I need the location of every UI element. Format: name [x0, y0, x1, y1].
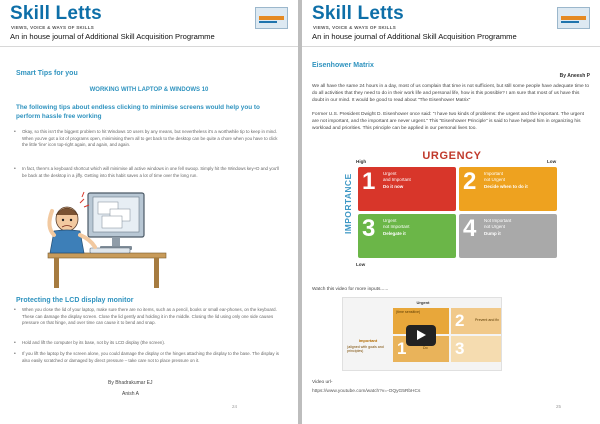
lcd-heading: Protecting the LCD display monitor [16, 297, 134, 304]
section-title: Smart Tips for you [16, 70, 78, 77]
video-quadrant [451, 308, 501, 334]
tip-text: In fact, there's a keyboard shortcut which will minimise all active windows in one fell swoop. Simply hit the Windows key+D and you'll be back at the desktop in a jiffy. Getting into this habit saves a lot of time over the long run. [22, 166, 280, 178]
video-important-sub: (aligned with goals and principles) [347, 345, 384, 353]
quadrant-line: not Urgent [484, 177, 506, 183]
journal-logo [557, 7, 590, 29]
quadrant-line: and Important [383, 177, 411, 183]
journal-tagline: An in house journal of Additional Skill Acquisition Programme [10, 32, 215, 41]
quadrant-action: Do it now [383, 183, 404, 189]
urgency-label: URGENCY [422, 150, 482, 162]
brand-subtitle: VIEWS, VOICE & WAYS OF SKILLS [313, 25, 397, 30]
watch-video-text: Watch this video for more inputs...... [312, 287, 389, 292]
left-page [0, 0, 298, 424]
header-divider [302, 46, 600, 47]
bullet-icon: • [14, 129, 16, 135]
quadrant-line: Urgent [383, 171, 397, 176]
lcd-tip-text: If you lift the laptop by the screen alone, you could damage the display or the hinges attaching the display to the base. The display is also easily scratched or damaged by direct pressure – take care not to place pressure on it. [22, 351, 279, 363]
video-prevent-text: Prevent and fix [475, 318, 499, 322]
section-title: Eisenhower Matrix [312, 62, 374, 69]
play-button[interactable] [406, 325, 436, 346]
tip-item [14, 129, 284, 149]
lcd-tip-text: When you close the lid of your laptop, make sure there are no items, such as a pencil, books or small ear-phones, on the keyboard. These can damage the display screen. Close the lid gently and holding it in the middle. Closing the lid using only one side causes pressure on that hinge, and over time can cause it to bend and snap. [22, 307, 277, 326]
quadrant-text [484, 171, 528, 190]
lcd-tip-text: Hold and lift the computer by its base, not by its LCD display (the screen). [22, 340, 166, 345]
page-number: 25 [556, 404, 562, 409]
bullet-icon: • [14, 351, 16, 357]
masthead [302, 0, 600, 44]
quadrant-text [383, 171, 411, 190]
quadrant-dump [459, 214, 557, 258]
bullet-icon: • [14, 307, 16, 313]
tip-text: Okay, so this isn't the biggest problem to hit Windows 10 users by any means, but nevertheless it's a worthwhile tip to keep in mind. When you've got a lot of programs open, minimising them all to get back to the desktop can be quite a chore when you have to click the little 'line' icon top-right again, and again, and again. [22, 129, 278, 148]
video-url-label: Video url- [312, 380, 333, 385]
quadrant-line: not Urgent [484, 224, 506, 230]
quadrant-number: 2 [463, 168, 477, 195]
brand-subtitle: VIEWS, VOICE & WAYS OF SKILLS [11, 25, 95, 30]
importance-low-label: Low [356, 262, 366, 267]
article-heading: WORKING WITH LAPTOP & WINDOWS 10 [89, 87, 209, 93]
urgency-low-label: Low [547, 159, 557, 164]
brand-title: Skill Letts [10, 3, 102, 24]
bullet-icon: • [14, 166, 16, 172]
video-do-text: Do [423, 346, 428, 350]
video-quadrant [451, 336, 501, 362]
quadrant-action: Dump it [484, 230, 501, 236]
quadrant-number: 1 [362, 168, 376, 195]
journal-logo [255, 7, 288, 29]
article-lead: The following tips about endless clicking to minimise screens would help you to perform hassle free working [16, 104, 260, 120]
video-urgent-label: Urgent [416, 300, 430, 305]
author-name: By Bhadrakumar EJ [108, 380, 153, 386]
importance-label: IMPORTANCE [343, 173, 353, 234]
quadrant-line: Important [484, 171, 504, 176]
quadrant-delegate [358, 214, 456, 258]
right-page [302, 0, 600, 424]
urgency-high-label: High [356, 159, 367, 164]
video-quadrant-number: 2 [455, 311, 465, 330]
quadrant-decide [459, 167, 557, 211]
eisenhower-matrix [342, 150, 562, 272]
frustrated-laptop-user-illustration [40, 185, 170, 290]
quadrant-action: Decide when to do it [484, 183, 528, 189]
quadrant-line: Not Important [484, 218, 512, 223]
article-paragraph: We all have the same 24 hours in a day, most of us complain that time is not sufficient, but still some people have adequate time to do all activities that they need to do in their work life and personal life, how is this possible? I am sure that most of us have this doubt in our mind. It would be good to read about "The Eisenhower Matrix" [312, 84, 590, 103]
quadrant-line: not Important [383, 224, 410, 230]
video-url-link[interactable]: https://www.youtube.com/watch?v=-OQyG5RbHCs [312, 389, 421, 394]
quadrant-number: 4 [463, 215, 477, 242]
video-quadrant-number: 3 [455, 339, 465, 358]
page-number: 24 [232, 404, 238, 409]
video-urgent-sub: (time sensitive) [396, 310, 421, 314]
quadrant-line: Urgent [383, 218, 397, 223]
video-thumbnail[interactable] [342, 297, 502, 371]
lcd-tip-item [14, 340, 284, 347]
article-paragraph: Former U.S. President Dwight D. Eisenhower once said: "I have two kinds of problems: the urgent and the important. The urgent are not important, and the important are never urgent." This "Eisenhower Principle" is said to have helped him in organizing his workload and priorities. This principle can be applied in our personal lives too. [312, 112, 584, 131]
play-icon [417, 330, 426, 340]
quadrant-action: Delegate it [383, 230, 406, 236]
masthead [0, 0, 298, 44]
video-important-label: Important [358, 338, 378, 343]
header-divider [0, 46, 298, 47]
quadrant-text [484, 218, 511, 237]
journal-tagline: An in house journal of Additional Skill Acquisition Programme [312, 32, 517, 41]
video-quadrant-number: 1 [397, 339, 407, 358]
quadrant-text [383, 218, 410, 237]
quadrant-do [358, 167, 456, 211]
bullet-icon: • [14, 340, 16, 346]
lcd-tip-item [14, 307, 284, 327]
lcd-tip-item [14, 351, 284, 364]
byline: By Aneesh P [559, 73, 590, 79]
quadrant-number: 3 [362, 215, 376, 242]
tip-item [14, 166, 284, 179]
brand-title: Skill Letts [312, 3, 404, 24]
author-name: Anish A [122, 391, 139, 397]
